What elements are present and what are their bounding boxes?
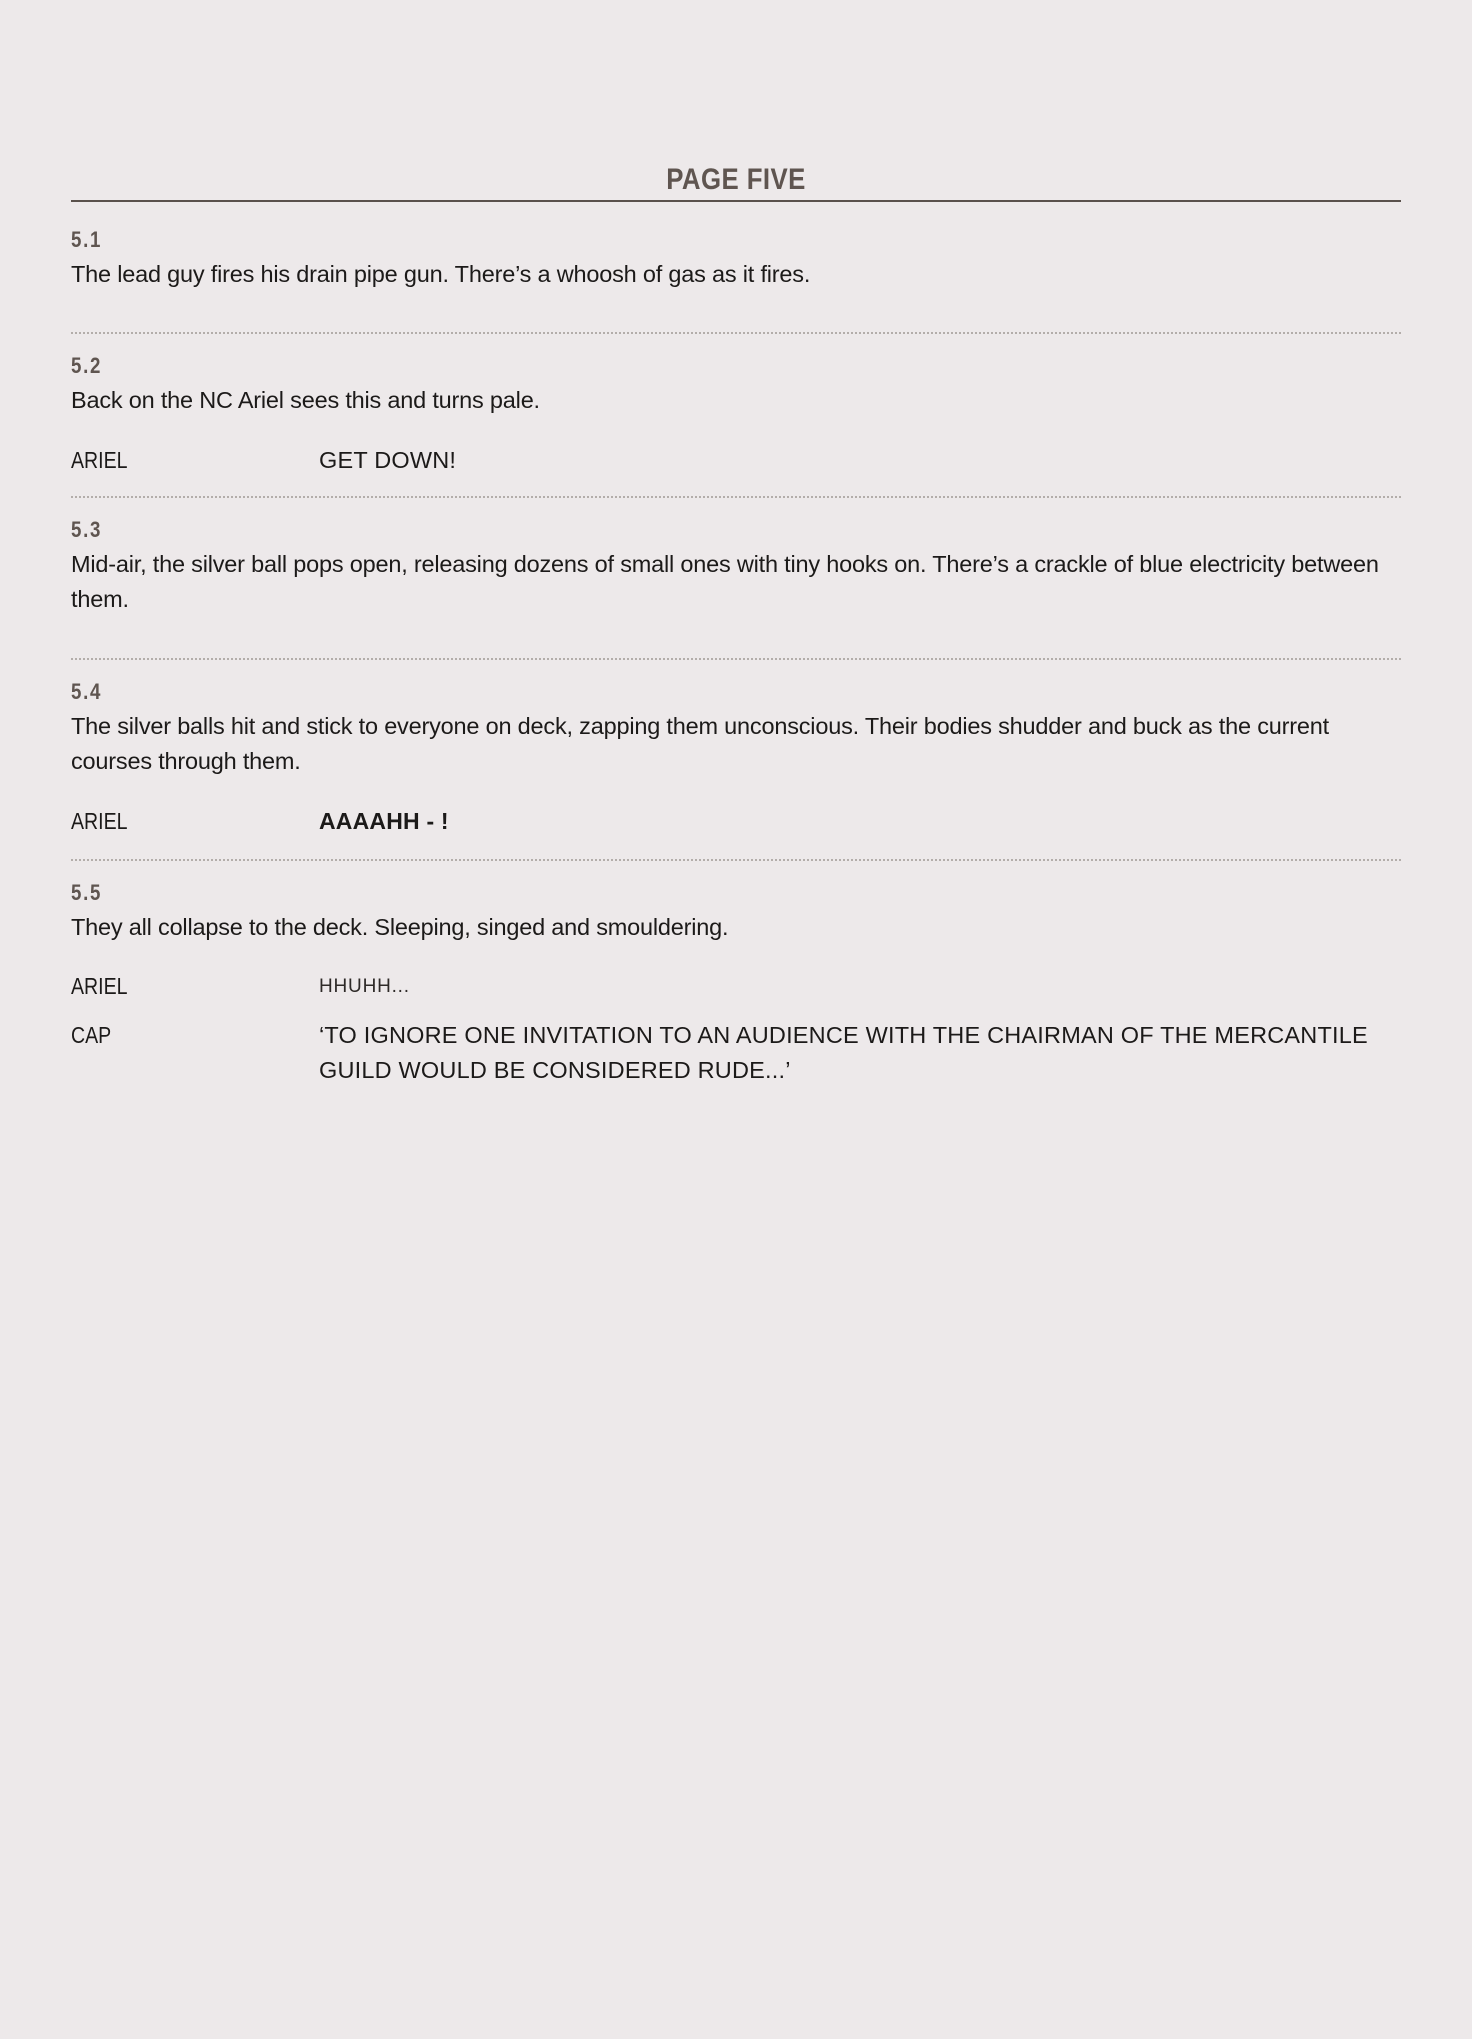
dialogue-line: GET DOWN! — [319, 447, 457, 473]
panel-number: 5.2 — [71, 353, 103, 378]
speaker-name: ARIEL — [71, 973, 128, 999]
script-page — [71, 160, 1401, 1088]
panel-description: The silver balls hit and stick to everyone on deck, zapping them unconscious. Their bodies shudder and buck as the current courses through them. — [71, 713, 1329, 774]
panel-description: The lead guy fires his drain pipe gun. There’s a whoosh of gas as it fires. — [71, 261, 811, 287]
page-title: PAGE FIVE — [666, 163, 806, 196]
dialogue-line: AAAAHH - ! — [319, 808, 449, 834]
panel-5-4 — [71, 660, 1401, 859]
panel-5-3 — [71, 498, 1401, 658]
dialogue-row — [71, 1018, 1401, 1088]
dialogue-line: HHUHH... — [319, 976, 410, 997]
panel-number: 5.3 — [71, 517, 103, 542]
panel-number: 5.4 — [71, 679, 103, 704]
panel-description: Mid-air, the silver ball pops open, releasing dozens of small ones with tiny hooks on. There’s a crackle of blue electricity between them. — [71, 551, 1379, 612]
dialogue-row — [71, 443, 1401, 478]
panel-5-1 — [71, 202, 1401, 332]
speaker-name: ARIEL — [71, 808, 128, 834]
panel-description: They all collapse to the deck. Sleeping, singed and smouldering. — [71, 914, 729, 940]
dialogue-line: ‘TO IGNORE ONE INVITATION TO AN AUDIENCE WITH THE CHAIRMAN OF THE MERCANTILE GUILD WOULD BE CONSIDERED RUDE...’ — [319, 1022, 1368, 1083]
dialogue-row — [71, 804, 1401, 839]
panel-5-5 — [71, 861, 1401, 1088]
dialogue-row — [71, 969, 1401, 1004]
speaker-name: ARIEL — [71, 447, 128, 473]
speaker-name: CAP — [71, 1022, 112, 1048]
panel-5-2 — [71, 334, 1401, 496]
panel-number: 5.5 — [71, 880, 103, 905]
panel-description: Back on the NC Ariel sees this and turns pale. — [71, 387, 540, 413]
panel-number: 5.1 — [71, 227, 103, 252]
